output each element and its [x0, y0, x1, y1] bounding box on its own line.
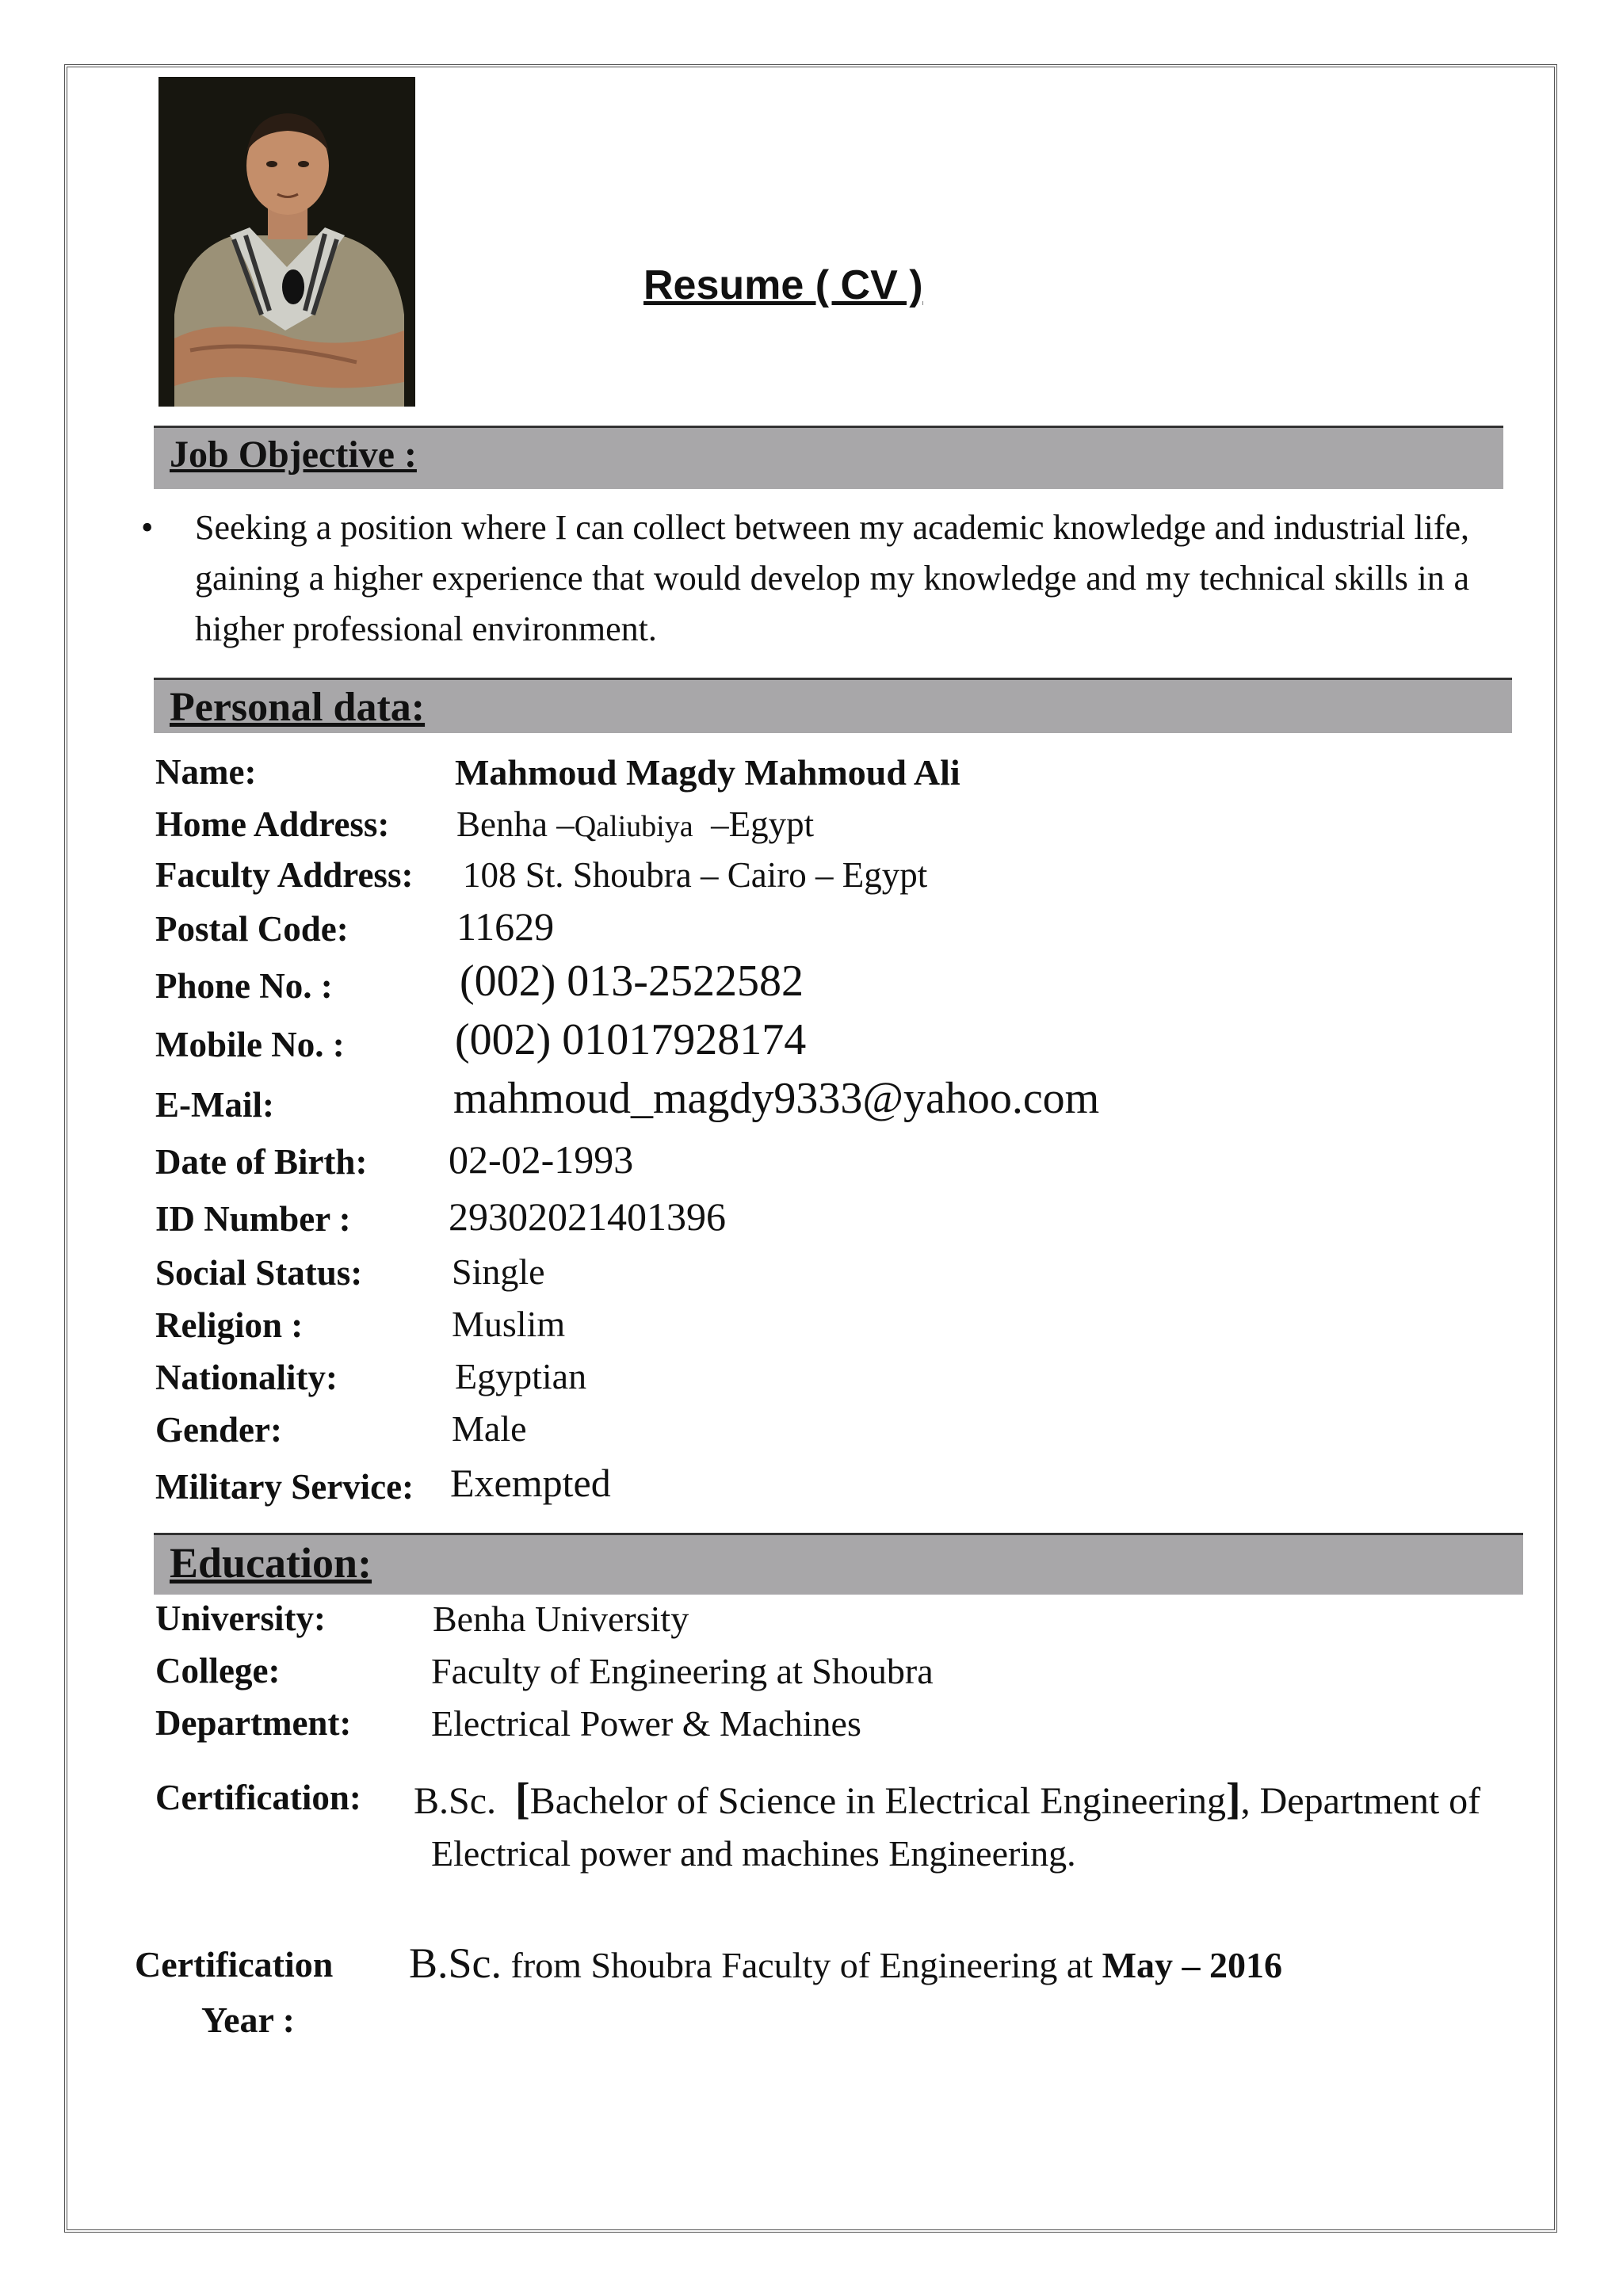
- education-bar: [154, 1533, 1523, 1595]
- job-objective-bar: [154, 426, 1503, 489]
- person-icon: [158, 77, 415, 407]
- college-label: College:: [155, 1651, 281, 1690]
- mobile-value: (002) 01017928174: [455, 1015, 807, 1064]
- id-number-label: ID Number :: [155, 1199, 351, 1239]
- certification-label: Certification:: [155, 1778, 361, 1817]
- certification-year-value: B.Sc. from Shoubra Faculty of Engineering at May – 2016: [409, 1939, 1282, 1987]
- date-of-birth-label: Date of Birth:: [155, 1142, 368, 1182]
- certification-line2: Electrical power and machines Engineering.: [431, 1833, 1076, 1874]
- nationality-label: Nationality:: [155, 1358, 338, 1397]
- military-service-value: Exempted: [450, 1461, 611, 1505]
- certification-year-label: Certification: [135, 1944, 334, 1985]
- certification-year-label-line2: Year :: [201, 2000, 295, 2040]
- faculty-address-value: 108 St. Shoubra – Cairo – Egypt: [463, 855, 928, 895]
- social-status-value: Single: [452, 1251, 545, 1292]
- phone-label: Phone No. :: [155, 966, 333, 1006]
- home-address-label: Home Address:: [155, 804, 390, 844]
- personal-data-bar: [154, 678, 1512, 733]
- gender-label: Gender:: [155, 1410, 282, 1450]
- home-address-value: Benha –Qaliubiya –Egypt: [456, 804, 815, 844]
- education-heading: Education:: [170, 1539, 372, 1587]
- university-value: Benha University: [433, 1599, 689, 1639]
- university-label: University:: [155, 1599, 326, 1638]
- email-label: E-Mail:: [155, 1085, 274, 1125]
- objective-bullet: •: [141, 508, 154, 547]
- military-service-label: Military Service:: [155, 1467, 414, 1507]
- objective-text: Seeking a position where I can collect between my academic knowledge and industrial life, gaining a higher experience that would develop my knowledge and my technical skills in a higher professional environment.: [195, 508, 1469, 648]
- department-value: Electrical Power & Machines: [431, 1703, 861, 1744]
- id-number-value: 29302021401396: [449, 1194, 726, 1239]
- name-value: Mahmoud Magdy Mahmoud Ali: [455, 752, 960, 793]
- gender-value: Male: [452, 1408, 527, 1449]
- religion-label: Religion :: [155, 1305, 304, 1345]
- portrait-photo: [158, 77, 415, 407]
- page-title: Resume ( CV ): [643, 262, 923, 308]
- name-label: Name:: [155, 752, 257, 792]
- postal-code-value: 11629: [456, 904, 555, 949]
- nationality-value: Egyptian: [455, 1356, 587, 1396]
- social-status-label: Social Status:: [155, 1253, 363, 1293]
- personal-data-heading: Personal data:: [170, 685, 426, 730]
- email-value[interactable]: mahmoud_magdy9333@yahoo.com: [453, 1074, 1100, 1123]
- date-of-birth-value: 02-02-1993: [449, 1137, 634, 1182]
- faculty-address-label: Faculty Address:: [155, 855, 414, 895]
- department-label: Department:: [155, 1703, 352, 1743]
- certification-value: B.Sc. [Bachelor of Science in Electrical Engineering], Department of: [414, 1775, 1481, 1824]
- mobile-label: Mobile No. :: [155, 1025, 345, 1064]
- postal-code-label: Postal Code:: [155, 909, 349, 949]
- religion-value: Muslim: [452, 1304, 566, 1344]
- job-objective-heading: Job Objective :: [170, 434, 417, 476]
- phone-value: (002) 013-2522582: [460, 957, 804, 1006]
- college-value: Faculty of Engineering at Shoubra: [431, 1651, 934, 1691]
